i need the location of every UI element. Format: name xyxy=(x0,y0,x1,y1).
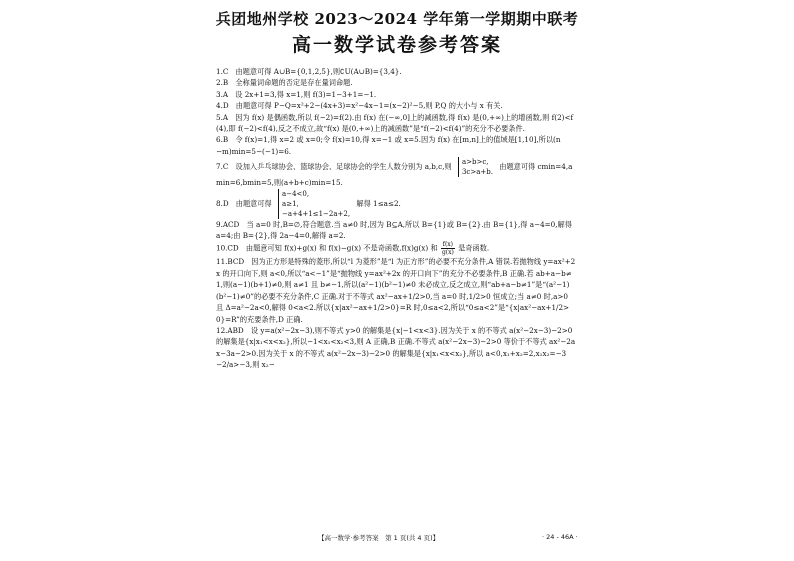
answer-7 xyxy=(216,157,576,188)
answer-8-tail: 解得 1≤a≤2. xyxy=(356,198,401,208)
answer-6: 6.B 令 f(x)=1,得 x=2 或 x=0;令 f(x)=10,得 x=−1 或 x=5.因为 f(x) 在[m,n]上的值域是[1,10],所以(n−m)min=5−(−1)=6. xyxy=(216,135,561,156)
answer-10-tail: 是奇函数. xyxy=(458,243,490,253)
answer-8-eq1: a−4<0, xyxy=(282,189,310,198)
answer-10-text: 10.CD 由题意可知 f(x)+g(x) 和 f(x)−g(x) 不是奇函数,f(x)g(x) 和 xyxy=(216,243,438,253)
answer-7-system xyxy=(458,157,493,177)
footer-page-info: 【高一数学·参考答案 第 1 页(共 4 页)】 xyxy=(318,534,440,542)
answer-10 xyxy=(216,241,576,256)
answer-8-eq3: −a+4+1≤1−2a+2, xyxy=(282,209,351,218)
answer-7-eq2: 3c>a+b. xyxy=(461,168,493,177)
answer-10-fraction xyxy=(441,241,455,256)
answer-1: 1.C 由题意可得 A∪B={0,1,2,5},则∁U(A∪B)={3,4}. xyxy=(216,67,402,76)
footer-code: · 24 - 46A · xyxy=(542,533,578,541)
answer-8 xyxy=(216,189,576,219)
answer-11: 11.BCD 因为正方形是特殊的菱形,所以“l 为菱形”是“l 为正方形”的必要不充分条件,A 错误.若抛物线 y=ax²+2x 的开口向下,则 a<0,所以“a<−1”是“抛物线 y=ax²+2x 的开口向下”的充分不必要条件,B 正确.若 ab+a−b≠1,则(a−1)(b+1)≠0,则 a≠1 且 b≠−1,所以(a²−1)(b²−1)≠0 未必成立,反之成立,则“ab+a−b≠1”是“(a²−1)(b²−1)≠0”的必要不充分条件,C 正确.对于不等式 ax²−ax+1/2>0,当 a=0 时,1/2>0 恒成立;当 a≠0 时,a>0 且 Δ=a²−2a<0,解得 0<a<2.所以{x|ax²−ax+1/2>0}=R 时,0≤a<2,所以“0≤a<2”是“{x|ax²−ax+1/2>0}=R”的充要条件,D 正确. xyxy=(216,257,576,324)
answer-4: 4.D 由题意可得 P−Q=x²+2−(4x+3)=x²−4x−1=(x−2)²−5,则 P,Q 的大小与 x 有关. xyxy=(216,101,503,111)
page-title: 高一数学试卷参考答案 xyxy=(291,34,502,56)
answer-7-text: 7.C 设加入乒乓球协会、篮球协会、足球协会的学生人数分别为 a,b,c,则 xyxy=(216,162,452,172)
answer-8-eq2: a≥1, xyxy=(282,199,299,208)
answer-list xyxy=(216,66,576,371)
exam-header: 兵团地州学校 2023～2024 学年第一学期期中联考 xyxy=(215,10,579,28)
answer-5: 5.A 因为 f(x) 是偶函数,所以 f(−2)=f(2).由 f(x) 在(−∞,0]上的减函数,得 f(x) 是(0,+∞)上的增函数,则 f(2)<f(4),即 f(−2)<f(4),反之不成立,故“f(x) 是(0,+∞)上的减函数”是“f(−2)<f(4)”的充分不必要条件. xyxy=(216,112,574,134)
fraction-numerator: f(x) xyxy=(442,241,454,249)
answer-8-text: 8.D 由题意可得 xyxy=(216,198,272,208)
answer-7-eq1: a>b>c, xyxy=(461,158,489,167)
answer-8-system xyxy=(278,189,350,219)
answer-9: 9.ACD 当 a=0 时,B=∅,符合题意.当 a≠0 时,因为 B⊆A,所以 B={1}或 B={2}.由 B={1},得 a−4=0,解得 a=4;由 B={2},得 2a−4=0,解得 a=2. xyxy=(216,219,572,241)
fraction-denominator: g(x) xyxy=(441,249,454,257)
answer-3: 3.A 设 2x+1=3,得 x=1,则 f(3)=1−3+1=−1. xyxy=(216,89,377,99)
answer-2: 2.B 全称量词命题的否定是存在量词命题. xyxy=(216,78,353,88)
answer-12: 12.ABD 设 y=a(x²−2x−3),则不等式 y>0 的解集是{x|−1<x<3}.因为关于 x 的不等式 a(x²−2x−3)−2>0 的解集是{x|x₁<x<x₂},所以−1<x₁<x₂<3,则 A 正确,B 正确.不等式 a(x²−2x−3)−2>0 等价于不等式 ax²−2ax−3a−2>0.因为关于 x 的不等式 a(x²−2x−3)−2>0 的解集是{x|x₁<x<x₂},所以 a<0,x₁+x₂=2,x₁x₂=−3−2/a>−3,则 x₂− xyxy=(216,325,576,370)
answer-7-tail: 由题意可得 cmin=4,amin=6,bmin=5,则(a+b+c)min=15. xyxy=(216,162,573,188)
